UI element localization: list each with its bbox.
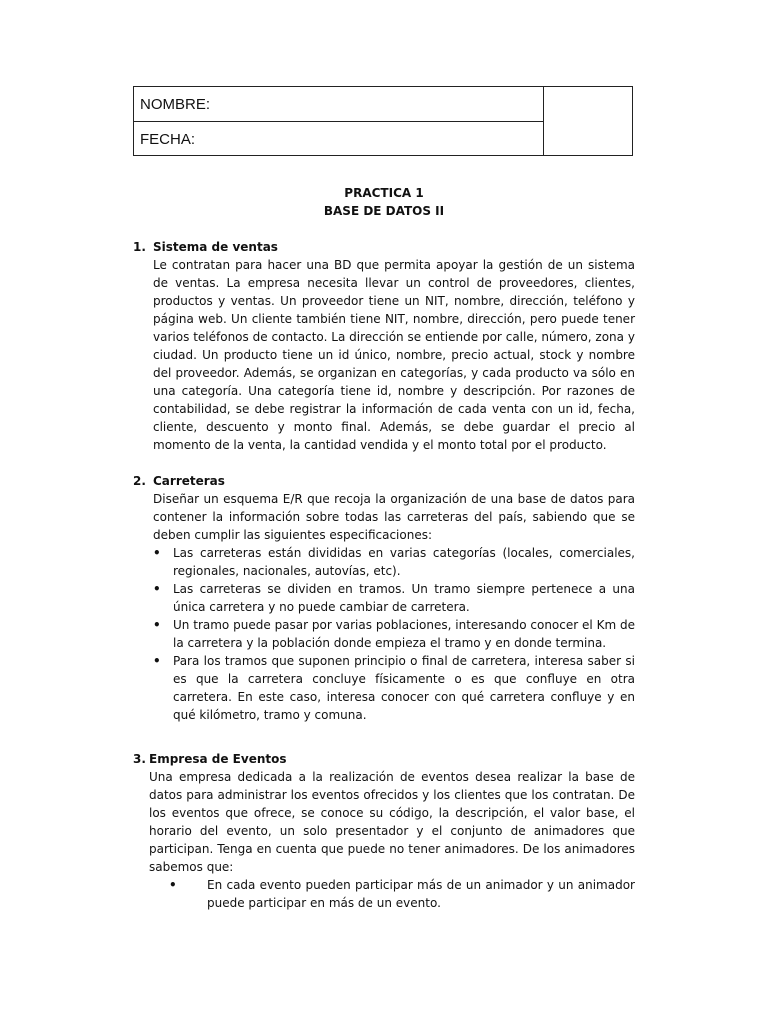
- section-intro: Diseñar un esquema E/R que recoja la organización de una base de datos para contener la información sobre todas las carreteras del país, sabiendo que se deben cumplir las siguientes especificaciones:: [153, 492, 635, 542]
- section-paragraph: Le contratan para hacer una BD que permita apoyar la gestión de un sistema de ventas. La empresa necesita llevar un control de proveedores, clientes, productos y ventas. Un proveedor tiene un NIT, nombre, dirección, teléfono y página web. Un cliente también tiene NIT, nombre, dirección, pero puede tener varios teléfonos de contacto. La dirección se entiende por calle, número, zona y ciudad. Un producto tiene un id único, nombre, precio actual, stock y nombre del proveedor. Además, se organizan en categorías, y cada producto va sólo en una categoría. Una categoría tiene id, nombre y descripción. Por razones de contabilidad, se debe registrar la información de cada venta con un id, fecha, cliente, descuento y monto final. Además, se debe guardar el precio al momento de la venta, la cantidad vendida y el monto total por el producto.: [153, 258, 635, 452]
- section-empresa-de-eventos: [133, 750, 635, 912]
- bullet-icon: •: [153, 546, 161, 560]
- section-heading: [133, 238, 635, 256]
- bullet-list: [153, 544, 635, 724]
- bullet-list: [149, 876, 635, 912]
- section-paragraph: [153, 490, 635, 724]
- table-divider: [543, 87, 544, 155]
- section-number: 3.: [133, 752, 146, 766]
- list-item: [153, 616, 635, 652]
- bullet-icon: •: [153, 618, 161, 632]
- fecha-field[interactable]: [134, 122, 543, 157]
- section-heading: [133, 472, 635, 490]
- section-paragraph: [149, 768, 635, 912]
- list-item-text: En cada evento pueden participar más de un animador y un animador puede participar en más de un evento.: [207, 878, 635, 910]
- nombre-field[interactable]: [134, 87, 543, 122]
- list-item: [153, 580, 635, 616]
- bullet-icon: •: [153, 582, 161, 596]
- course-title: BASE DE DATOS II: [323, 204, 445, 218]
- list-item: [153, 652, 635, 724]
- section-number: 2.: [133, 474, 146, 488]
- section-intro: Una empresa dedicada a la realización de eventos desea realizar la base de datos para administrar los eventos ofrecidos y los clientes que los contratan. De los eventos que ofrece, se conoce su código, la descripción, el valor base, el horario del evento, un solo presentador y el conjunto de animadores que participan. Tenga en cuenta que puede no tener animadores. De los animadores sabemos que:: [149, 770, 635, 874]
- list-item-text: Un tramo puede pasar por varias poblaciones, interesando conocer el Km de la carretera y la población donde empieza el tramo y en donde termina.: [173, 618, 635, 650]
- bullet-icon: •: [153, 654, 161, 668]
- section-title: Empresa de Eventos: [149, 752, 287, 766]
- section-carreteras: [133, 472, 635, 724]
- document-body: [133, 184, 635, 912]
- bullet-icon: •: [169, 878, 177, 892]
- section-number: 1.: [133, 240, 146, 254]
- section-title: Sistema de ventas: [153, 240, 278, 254]
- practice-title: PRACTICA 1: [344, 186, 424, 200]
- section-heading: [133, 750, 635, 768]
- list-item-text: Las carreteras se dividen en tramos. Un tramo siempre pertenece a una única carretera y no puede cambiar de carretera.: [173, 582, 635, 614]
- nombre-label: NOMBRE:: [140, 96, 211, 113]
- list-item-text: Para los tramos que suponen principio o final de carretera, interesa saber si es que la carretera concluye físicamente o es que confluye en otra carretera. En este caso, interesa conocer con qué carretera confluye y en qué kilómetro, tramo y comuna.: [173, 654, 635, 722]
- list-item-text: Las carreteras están divididas en varias categorías (locales, comerciales, regionales, nacionales, autovías, etc).: [173, 546, 635, 578]
- section-title: Carreteras: [153, 474, 225, 488]
- fecha-label: FECHA:: [140, 131, 196, 148]
- list-item: [149, 876, 635, 912]
- section-sistema-de-ventas: [133, 238, 635, 454]
- name-date-table: [133, 86, 633, 156]
- list-item: [153, 544, 635, 580]
